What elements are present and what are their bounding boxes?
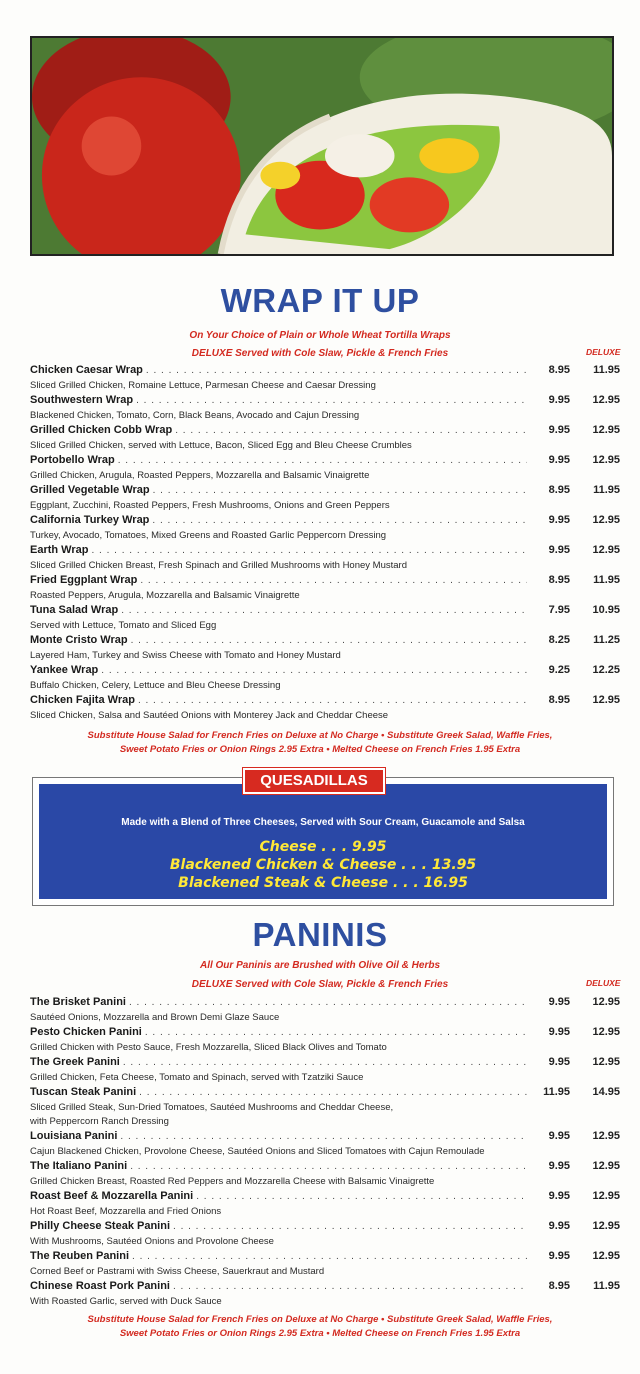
menu-item-name: Yankee Wrap [30, 664, 99, 676]
menu-item-name: California Turkey Wrap [30, 514, 150, 526]
menu-item [30, 664, 620, 694]
menu-item [30, 514, 620, 544]
menu-item-price: 9.95 [548, 454, 570, 466]
menu-item-row [30, 664, 620, 679]
menu-item-deluxe-price: 12.95 [592, 694, 620, 706]
menu-item-deluxe-price: 11.25 [593, 634, 620, 646]
quesadilla-blackened-chicken: Blackened Chicken & Cheese . . . 13.95 [169, 857, 477, 873]
dot-leader [132, 1251, 527, 1262]
dot-leader [130, 1161, 527, 1172]
dot-leader [123, 1057, 527, 1068]
menu-item-deluxe-price: 11.95 [593, 364, 620, 376]
menu-item-description: Hot Roast Beef, Mozzarella and Fried Onions [30, 1206, 222, 1217]
menu-item-price: 9.95 [548, 1190, 570, 1202]
menu-item-price: 8.25 [548, 634, 570, 646]
menu-item-price: 7.95 [548, 604, 570, 616]
menu-item-description: Corned Beef or Pastrami with Swiss Cheese, Sauerkraut and Mustard [30, 1266, 325, 1277]
menu-item-description: With Mushrooms, Sautéed Onions and Provolone Cheese [30, 1236, 274, 1247]
menu-item [30, 1280, 620, 1310]
menu-item-deluxe-price: 11.95 [593, 484, 620, 496]
menu-item-description: Sliced Grilled Chicken, served with Lettuce, Bacon, Sliced Egg and Bleu Cheese Crumbles [30, 440, 412, 451]
wraps-deluxe-column-header: DELUXE [586, 347, 621, 357]
menu-item-row [30, 1190, 620, 1205]
menu-item-deluxe-price: 12.95 [592, 1056, 620, 1068]
menu-item-price: 9.25 [548, 664, 570, 676]
menu-item-name: Roast Beef & Mozzarella Panini [30, 1190, 194, 1202]
menu-item-price: 9.95 [548, 1160, 570, 1172]
menu-item-deluxe-price: 12.95 [592, 394, 620, 406]
paninis-substitution-note-2: Sweet Potato Fries or Onion Rings 2.95 Extra • Melted Cheese on French Fries 1.95 Extra [119, 1328, 521, 1339]
menu-item [30, 694, 620, 724]
dot-leader [118, 455, 527, 466]
menu-item-row [30, 604, 620, 619]
menu-item [30, 604, 620, 634]
quesadillas-box [32, 777, 614, 906]
quesadilla-cheese: Cheese . . . 9.95 [259, 839, 387, 855]
menu-item [30, 544, 620, 574]
menu-item [30, 424, 620, 454]
menu-item-description-cont: with Peppercorn Ranch Dressing [30, 1116, 169, 1127]
dot-leader [140, 575, 527, 586]
menu-item-row [30, 694, 620, 709]
dot-leader [146, 365, 527, 376]
quesadilla-blackened-steak: Blackened Steak & Cheese . . . 16.95 [178, 875, 468, 891]
wraps-subtitle-tortilla: On Your Choice of Plain or Whole Wheat Tortilla Wraps [189, 330, 451, 341]
menu-item-description: Roasted Peppers, Arugula, Mozzarella and Balsamic Vinaigrette [30, 590, 300, 601]
menu-item-row [30, 996, 620, 1011]
menu-item [30, 1160, 620, 1190]
menu-item-description: Sliced Chicken, Salsa and Sautéed Onions with Monterey Jack and Cheddar Cheese [30, 710, 389, 721]
dot-leader [131, 635, 527, 646]
menu-item-row [30, 1026, 620, 1041]
menu-item-deluxe-price: 12.95 [592, 1026, 620, 1038]
quesadillas-panel [39, 784, 607, 899]
menu-item-description: Grilled Chicken, Feta Cheese, Tomato and Spinach, served with Tzatziki Sauce [30, 1072, 364, 1083]
menu-item-name: The Brisket Panini [30, 996, 126, 1008]
paninis-title: PANINIS [252, 916, 388, 953]
menu-item-row [30, 424, 620, 439]
menu-item-deluxe-price: 11.95 [593, 1280, 620, 1292]
menu-item-price: 8.95 [548, 574, 570, 586]
menu-item-description: Cajun Blackened Chicken, Provolone Cheese, Sautéed Onions and Sliced Tomatoes with Cajun Remoulade [30, 1146, 485, 1157]
menu-item [30, 1056, 620, 1086]
menu-item-price: 9.95 [548, 1250, 570, 1262]
menu-item-deluxe-price: 12.95 [592, 544, 620, 556]
menu-item-row [30, 1160, 620, 1175]
menu-item-description: Sliced Grilled Chicken Breast, Fresh Spinach and Grilled Mushrooms with Honey Mustard [30, 560, 407, 571]
menu-item-description: Layered Ham, Turkey and Swiss Cheese with Tomato and Honey Mustard [30, 650, 341, 661]
menu-item [30, 1026, 620, 1056]
menu-item-description: Served with Lettuce, Tomato and Sliced Egg [30, 620, 217, 631]
dot-leader [91, 545, 527, 556]
menu-item-description: Eggplant, Zucchini, Roasted Peppers, Fresh Mushrooms, Onions and Green Peppers [30, 500, 390, 511]
menu-item-row [30, 364, 620, 379]
wrap-photo-illustration [32, 38, 612, 254]
menu-item-deluxe-price: 12.95 [592, 514, 620, 526]
menu-item-description: Grilled Chicken Breast, Roasted Red Peppers and Mozzarella Cheese with Balsamic Vinaigrette [30, 1176, 435, 1187]
menu-item-name: Fried Eggplant Wrap [30, 574, 138, 586]
menu-item-price: 9.95 [548, 394, 570, 406]
menu-item-description: Grilled Chicken with Pesto Sauce, Fresh Mozzarella, Sliced Black Olives and Tomato [30, 1042, 387, 1053]
menu-item-name: Grilled Chicken Cobb Wrap [30, 424, 173, 436]
menu-item [30, 1086, 620, 1130]
menu-item-deluxe-price: 11.95 [593, 574, 620, 586]
menu-item [30, 454, 620, 484]
quesadillas-description: Made with a Blend of Three Cheeses, Served with Sour Cream, Guacamole and Salsa [121, 817, 525, 828]
menu-item-name: Louisiana Panini [30, 1130, 118, 1142]
menu-item-deluxe-price: 12.95 [592, 1250, 620, 1262]
menu-item-description: Sautéed Onions, Mozzarella and Brown Demi Glaze Sauce [30, 1012, 280, 1023]
dot-leader [153, 485, 527, 496]
menu-item-name: The Italiano Panini [30, 1160, 128, 1172]
menu-item-row [30, 484, 620, 499]
menu-item-name: The Greek Panini [30, 1056, 120, 1068]
menu-item-deluxe-price: 10.95 [592, 604, 620, 616]
wraps-substitution-note-1: Substitute House Salad for French Fries on Deluxe at No Charge • Substitute Greek Salad, Waffle Fries, [87, 730, 553, 741]
menu-item-name: Philly Cheese Steak Panini [30, 1220, 171, 1232]
menu-item-price: 9.95 [548, 514, 570, 526]
paninis-deluxe-column-header: DELUXE [586, 978, 621, 988]
quesadillas-title: QUESADILLAS [243, 768, 385, 794]
dot-leader [173, 1221, 527, 1232]
menu-item-row [30, 394, 620, 409]
menu-item-row [30, 1250, 620, 1265]
menu-item [30, 1220, 620, 1250]
wraps-substitution-note-2: Sweet Potato Fries or Onion Rings 2.95 Extra • Melted Cheese on French Fries 1.95 Extra [119, 744, 521, 755]
menu-item-deluxe-price: 12.95 [592, 1130, 620, 1142]
menu-item-row [30, 514, 620, 529]
menu-item [30, 996, 620, 1026]
menu-item-row [30, 1280, 620, 1295]
menu-item-description: Sliced Grilled Chicken, Romaine Lettuce, Parmesan Cheese and Caesar Dressing [30, 380, 376, 391]
menu-item-name: Monte Cristo Wrap [30, 634, 128, 646]
menu-item-price: 9.95 [548, 1026, 570, 1038]
menu-item [30, 574, 620, 604]
menu-item-name: Earth Wrap [30, 544, 89, 556]
paninis-subtitle-olive-oil: All Our Paninis are Brushed with Olive Oil & Herbs [199, 960, 441, 971]
paninis-list [30, 996, 620, 1310]
menu-item-description: Blackened Chicken, Tomato, Corn, Black Beans, Avocado and Cajun Dressing [30, 410, 360, 421]
menu-item [30, 1250, 620, 1280]
dot-leader [138, 695, 527, 706]
menu-item-price: 9.95 [548, 1056, 570, 1068]
dot-leader [175, 425, 527, 436]
menu-item-name: Pesto Chicken Panini [30, 1026, 142, 1038]
menu-item [30, 1130, 620, 1160]
menu-item-price: 9.95 [548, 1130, 570, 1142]
menu-item-deluxe-price: 12.95 [592, 996, 620, 1008]
menu-item-description: Turkey, Avocado, Tomatoes, Mixed Greens and Roasted Garlic Peppercorn Dressing [30, 530, 387, 541]
menu-item [30, 394, 620, 424]
menu-item [30, 634, 620, 664]
menu-item-description: Buffalo Chicken, Celery, Lettuce and Bleu Cheese Dressing [30, 680, 281, 691]
menu-item-row [30, 454, 620, 469]
menu-item-name: Tuscan Steak Panini [30, 1086, 137, 1098]
menu-item-deluxe-price: 12.25 [592, 664, 620, 676]
menu-item-deluxe-price: 12.95 [592, 1190, 620, 1202]
hero-wrap-photo [30, 36, 614, 256]
dot-leader [139, 1087, 527, 1098]
dot-leader [173, 1281, 527, 1292]
dot-leader [196, 1191, 527, 1202]
menu-item-row [30, 574, 620, 589]
paninis-subtitle-deluxe: DELUXE Served with Cole Slaw, Pickle & French Fries [191, 979, 449, 990]
menu-item-name: Chinese Roast Pork Panini [30, 1280, 170, 1292]
menu-item [30, 1190, 620, 1220]
menu-item-deluxe-price: 14.95 [592, 1086, 620, 1098]
menu-item-row [30, 1086, 620, 1101]
menu-item-name: Grilled Vegetable Wrap [30, 484, 150, 496]
menu-item-row [30, 1130, 620, 1145]
menu-item-row [30, 1056, 620, 1071]
menu-item-name: Chicken Fajita Wrap [30, 694, 135, 706]
dot-leader [136, 395, 527, 406]
menu-item-price: 9.95 [548, 424, 570, 436]
menu-item-price: 8.95 [548, 694, 570, 706]
menu-item-description: Grilled Chicken, Arugula, Roasted Peppers, Mozzarella and Balsamic Vinaigrette [30, 470, 370, 481]
menu-item-deluxe-price: 12.95 [592, 424, 620, 436]
menu-item-name: Portobello Wrap [30, 454, 115, 466]
menu-item [30, 484, 620, 514]
menu-item-name: Chicken Caesar Wrap [30, 364, 143, 376]
menu-item-price: 9.95 [548, 544, 570, 556]
dot-leader [152, 515, 527, 526]
menu-item-row [30, 1220, 620, 1235]
wraps-list [30, 364, 620, 724]
menu-item-row [30, 634, 620, 649]
menu-item-deluxe-price: 12.95 [592, 1220, 620, 1232]
dot-leader [121, 605, 527, 616]
menu-item-name: Southwestern Wrap [30, 394, 134, 406]
wraps-subtitle-deluxe: DELUXE Served with Cole Slaw, Pickle & French Fries [191, 348, 449, 359]
dot-leader [145, 1027, 527, 1038]
menu-item-price: 11.95 [543, 1086, 570, 1098]
menu-item-price: 9.95 [548, 996, 570, 1008]
menu-item [30, 364, 620, 394]
menu-item-price: 8.95 [548, 364, 570, 376]
menu-item-name: Tuna Salad Wrap [30, 604, 119, 616]
dot-leader [120, 1131, 527, 1142]
menu-item-deluxe-price: 12.95 [592, 1160, 620, 1172]
paninis-substitution-note-1: Substitute House Salad for French Fries on Deluxe at No Charge • Substitute Greek Salad, Waffle Fries, [87, 1314, 553, 1325]
menu-item-price: 8.95 [548, 484, 570, 496]
menu-item-price: 9.95 [548, 1220, 570, 1232]
dot-leader [129, 997, 527, 1008]
menu-item-row [30, 544, 620, 559]
menu-item-deluxe-price: 12.95 [592, 454, 620, 466]
wraps-title: WRAP IT UP [220, 282, 420, 319]
dot-leader [101, 665, 527, 676]
menu-item-description: Sliced Grilled Steak, Sun-Dried Tomatoes, Sautéed Mushrooms and Cheddar Cheese, [30, 1102, 394, 1113]
menu-item-price: 8.95 [548, 1280, 570, 1292]
menu-item-description: With Roasted Garlic, served with Duck Sauce [30, 1296, 222, 1307]
menu-item-name: The Reuben Panini [30, 1250, 130, 1262]
